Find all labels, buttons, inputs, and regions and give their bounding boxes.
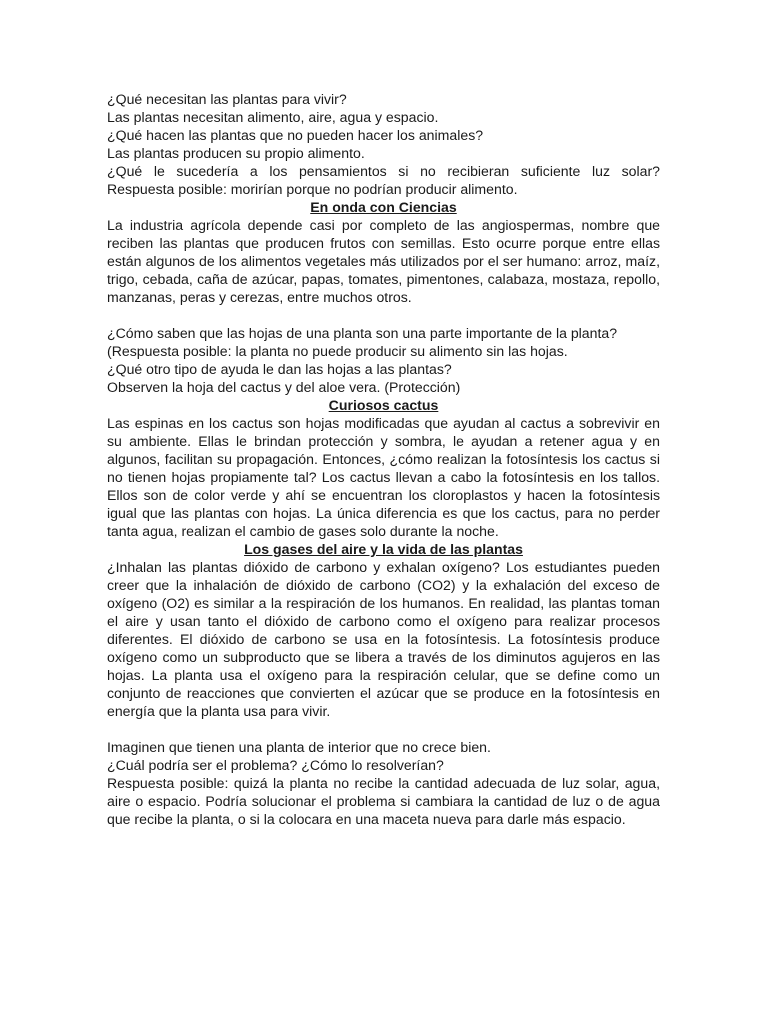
section-heading-ciencias: En onda con Ciencias <box>310 199 457 215</box>
section-question-ayuda: ¿Qué otro tipo de ayuda le dan las hojas a las plantas? <box>107 361 452 377</box>
section-body-gases: ¿Inhalan las plantas dióxido de carbono y exhalan oxígeno? Los estudiantes pueden creer que la inhalación de dióxido de carbono (CO2) y la exhalación del exceso de oxígeno (O2) es similar a la respiración de los humanos. En realidad, las plantas toman el aire y usan tanto el dióxido de carbono como el oxígeno para realizar procesos diferentes. El dióxido de carbono se usa en la fotosíntesis. La fotosíntesis produce oxígeno como un subproducto que se libera a través de los diminutos agujeros en las hojas. La planta usa el oxígeno para la respiración celular, que se define como un conjunto de reacciones que convierten el azúcar que se produce en la fotosíntesis en energía que la planta usa para vivir. <box>107 559 660 719</box>
intro-question-2: ¿Qué hacen las plantas que no pueden hacer los animales? <box>107 127 484 143</box>
document-page <box>107 90 660 828</box>
closing-answer: Respuesta posible: quizá la planta no recibe la cantidad adecuada de luz solar, agua, aire o espacio. Podría solucionar el problema si cambiara la cantidad de luz o de agua que recibe la planta, o si la colocara en una maceta nueva para darle más espacio. <box>107 775 660 827</box>
paragraph-spacer <box>107 720 660 738</box>
intro-question-3: ¿Qué le sucedería a los pensamientos si no recibieran suficiente luz solar? <box>107 163 660 179</box>
section-question-hojas: ¿Cómo saben que las hojas de una planta son una parte importante de la planta? <box>107 325 618 341</box>
section-heading-cactus: Curiosos cactus <box>328 397 439 413</box>
section-body-ciencias: La industria agrícola depende casi por completo de las angiospermas, nombre que reciben las plantas que producen frutos con semillas. Esto ocurre porque entre ellas están algunos de los alimentos vegetales más utilizados por el ser humano: arroz, maíz, trigo, cebada, caña de azúcar, papas, tomates, pimentones, calabaza, mostaza, repollo, manzanas, peras y cerezas, entre muchos otros. <box>107 217 660 305</box>
intro-answer-3: Respuesta posible: morirían porque no podrían producir alimento. <box>107 181 518 197</box>
paragraph-spacer <box>107 306 660 324</box>
intro-answer-2: Las plantas producen su propio alimento. <box>107 145 365 161</box>
intro-question-1: ¿Qué necesitan las plantas para vivir? <box>107 91 347 107</box>
closing-prompt-2: ¿Cuál podría ser el problema? ¿Cómo lo resolverían? <box>107 757 444 773</box>
closing-prompt-1: Imaginen que tienen una planta de interior que no crece bien. <box>107 739 491 755</box>
section-heading-gases: Los gases del aire y la vida de las plantas <box>244 541 523 557</box>
section-answer-ayuda: Observen la hoja del cactus y del aloe vera. (Protección) <box>107 379 461 395</box>
section-answer-hojas: (Respuesta posible: la planta no puede producir su alimento sin las hojas. <box>107 343 568 359</box>
section-body-cactus: Las espinas en los cactus son hojas modificadas que ayudan al cactus a sobrevivir en su ambiente. Ellas le brindan protección y sombra, le ayudan a retener agua y en algunos, facilitan su propagación. Entonces, ¿cómo realizan la fotosíntesis los cactus si no tienen hojas propiamente tal? Los cactus llevan a cabo la fotosíntesis en los tallos. Ellos son de color verde y ahí se encuentran los cloroplastos y hacen la fotosíntesis igual que las plantas con hojas. La única diferencia es que los cactus, para no perder tanta agua, realizan el cambio de gases solo durante la noche. <box>107 415 660 539</box>
intro-answer-1: Las plantas necesitan alimento, aire, agua y espacio. <box>107 109 439 125</box>
